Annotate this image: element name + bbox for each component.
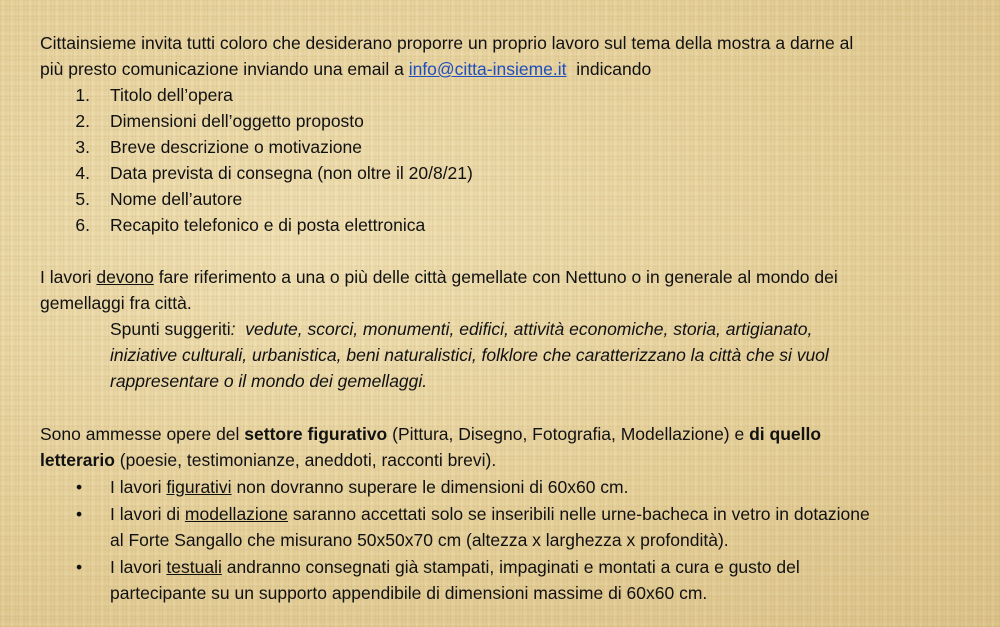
intro-line-2-suffix: indicando — [566, 59, 652, 79]
bullet-item — [110, 554, 800, 580]
bullet-text: saranno accettati solo se inseribili nelle urne-bacheca in vetro in dotazione — [288, 504, 870, 524]
suggestions-text: vedute, scorci, monumenti, edifici, attività economiche, storia, artigianato, — [235, 319, 813, 339]
intro-line-1: Cittainsieme invita tutti coloro che desiderano proporre un proprio lavoro sul tema della mostra a darne al — [40, 33, 854, 53]
works-text: I lavori — [40, 267, 97, 287]
bullet-text: I lavori di — [110, 504, 185, 524]
works-line-1 — [40, 264, 838, 290]
bullet-text: I lavori — [110, 557, 167, 577]
list-number: 1. — [75, 85, 90, 105]
list-item: Breve descrizione o motivazione — [110, 137, 362, 157]
suggestions-line-1 — [110, 316, 812, 342]
works-underlined: devono — [96, 267, 154, 287]
suggestions-line-2: iniziative culturali, urbanistica, beni naturalistici, folklore che caratterizzano la città che si vuol — [110, 345, 829, 365]
intro-line-2 — [40, 56, 651, 82]
list-item: Data prevista di consegna (non oltre il 20/8/21) — [110, 163, 473, 183]
bullet-item — [110, 474, 628, 500]
email-link[interactable]: info@citta-insieme.it — [408, 59, 567, 79]
works-line-2: gemellaggi fra città. — [40, 293, 192, 313]
bullet-item-continuation: al Forte Sangallo che misurano 50x50x70 cm (altezza x larghezza x profondità). — [110, 530, 729, 550]
works-text: fare riferimento a una o più delle città gemellate con Nettuno o in generale al mondo dei — [153, 267, 838, 287]
admitted-text: Sono ammesse opere del — [40, 424, 245, 444]
bullet-icon: • — [76, 557, 83, 577]
suggestions-label: Spunti suggeriti — [110, 319, 231, 339]
bullet-icon: • — [76, 504, 83, 524]
admitted-line-1 — [40, 421, 821, 447]
suggestions-line-3: rappresentare o il mondo dei gemellaggi. — [110, 371, 428, 391]
list-number: 4. — [75, 163, 90, 183]
suggestions-colon: : — [230, 319, 236, 339]
admitted-text: (Pittura, Disegno, Fotografia, Modellazione) e — [387, 424, 750, 444]
bullet-text: non dovranno superare le dimensioni di 60x60 cm. — [231, 477, 629, 497]
admitted-bold: letterario — [40, 450, 115, 470]
list-number: 3. — [75, 137, 90, 157]
intro-line-2-text: più presto comunicazione inviando una email a — [40, 59, 409, 79]
list-number: 6. — [75, 215, 90, 235]
bullet-underlined: figurativi — [166, 477, 232, 497]
admitted-bold: settore figurativo — [244, 424, 388, 444]
bullet-text: I lavori — [110, 477, 167, 497]
bullet-underlined: modellazione — [184, 504, 289, 524]
bullet-underlined: testuali — [166, 557, 222, 577]
list-item: Dimensioni dell’oggetto proposto — [110, 111, 364, 131]
list-item: Nome dell’autore — [110, 189, 243, 209]
admitted-line-2 — [40, 447, 496, 473]
admitted-bold: di quello — [749, 424, 822, 444]
bullet-item — [110, 501, 870, 527]
bullet-text: andranno consegnati già stampati, impaginati e montati a cura e gusto del — [221, 557, 800, 577]
list-item: Titolo dell’opera — [110, 85, 233, 105]
list-number: 5. — [75, 189, 90, 209]
list-number: 2. — [75, 111, 90, 131]
bullet-item-continuation: partecipante su un supporto appendibile di dimensioni massime di 60x60 cm. — [110, 583, 708, 603]
admitted-text: (poesie, testimonianze, aneddoti, racconti brevi). — [114, 450, 497, 470]
bullet-icon: • — [76, 477, 83, 497]
list-item: Recapito telefonico e di posta elettronica — [110, 215, 426, 235]
